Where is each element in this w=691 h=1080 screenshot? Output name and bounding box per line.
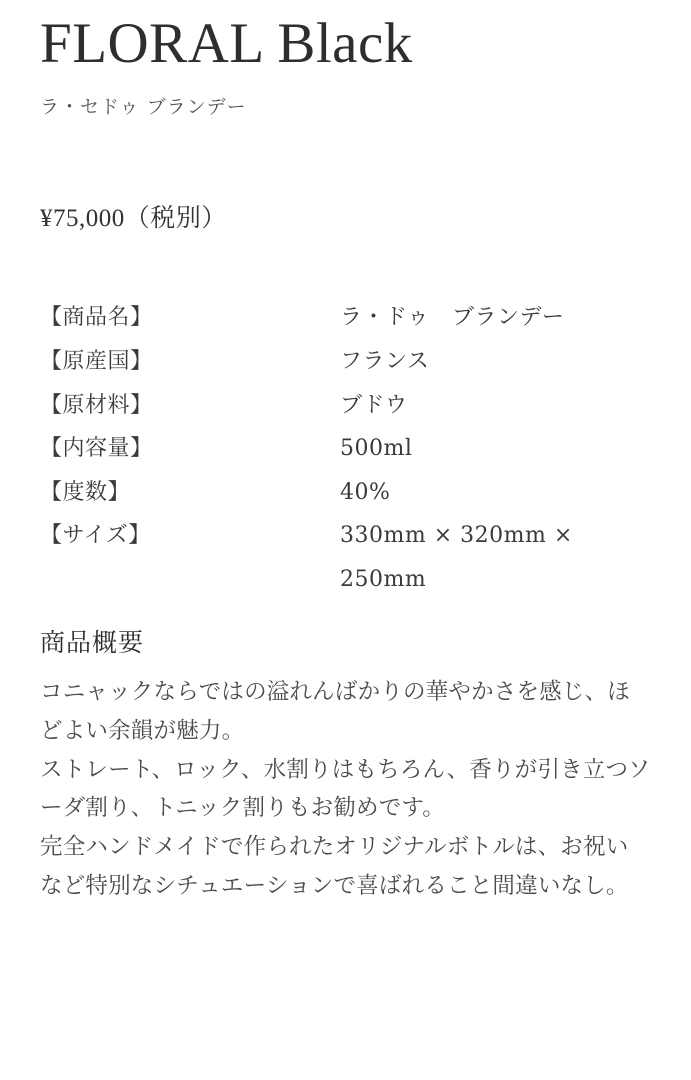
spec-table: [40, 296, 651, 601]
spec-value: 330mm × 320mm × 250mm: [340, 523, 573, 592]
spec-label: 【サイズ】: [40, 523, 151, 549]
spec-label: 【原産国】: [40, 348, 153, 374]
overview-paragraph: コニャックならではの溢れんばかりの華やかさを感じ、ほどよい余韻が魅力。: [40, 679, 630, 744]
spec-value: ブドウ: [340, 392, 408, 418]
spec-label: 【内容量】: [40, 436, 153, 462]
overview-body: [40, 659, 651, 905]
spec-label: 【商品名】: [40, 305, 153, 331]
table-row: [40, 340, 651, 384]
spec-value: 500ml: [340, 436, 413, 462]
overview-paragraph: ストレート、ロック、水割りはもちろん、香りが引き立つソーダ割り、トニック割りもお勧めです。: [40, 756, 651, 822]
spec-value: ラ・ドゥ ブランデー: [340, 305, 565, 331]
overview-heading: 商品概要: [40, 628, 145, 658]
spec-value: 40%: [340, 479, 391, 505]
overview-paragraph: 完全ハンドメイドで作られたオリジナルボトルは、お祝いなど特別なシチュエーションで喜ばれること間違いなし。: [40, 834, 629, 899]
product-subtitle: ラ・セドゥ ブランデー: [40, 95, 247, 118]
table-row: [40, 427, 651, 471]
spec-label: 【度数】: [40, 479, 131, 505]
table-row: [40, 514, 651, 601]
table-row: [40, 296, 651, 340]
spec-label: 【原材料】: [40, 392, 153, 418]
table-row: [40, 384, 651, 428]
page-title: FLORAL Black: [40, 12, 413, 75]
product-price: ¥75,000（税別）: [40, 205, 227, 233]
table-row: [40, 471, 651, 515]
spec-value: フランス: [340, 348, 430, 374]
